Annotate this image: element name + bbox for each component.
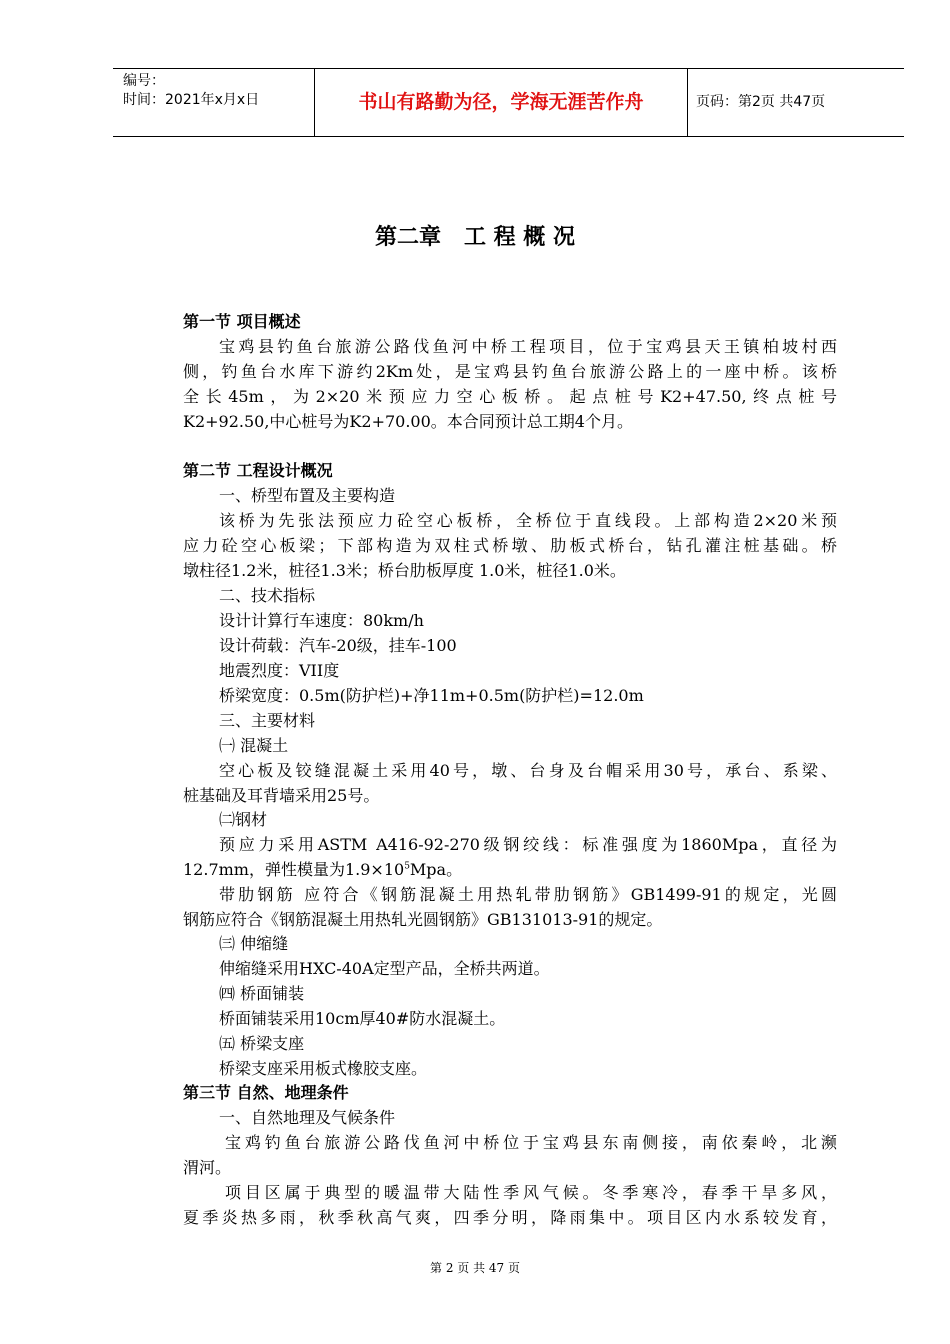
subheading: 二、技术指标: [219, 586, 316, 605]
paragraph-line: 应力砼空心板梁；下部构造为双柱式桥墩、肋板式桥台，钻孔灌注桩基础。桥: [183, 536, 837, 555]
subheading: 一、桥型布置及主要构造: [219, 486, 396, 505]
section-2-heading: 第二节 工程设计概况: [183, 461, 333, 480]
paragraph-line: 空心板及铰缝混凝土采用40号，墩、台身及台帽采用30号，承台、系梁、: [219, 761, 837, 780]
paragraph-line: 带肋钢筋 应符合《钢筋混凝土用热轧带肋钢筋》GB1499-91的规定，光圆: [219, 885, 837, 904]
subheading: 三、主要材料: [219, 711, 316, 730]
material-title: ㈡钢材: [219, 810, 268, 829]
spec-line: 桥梁宽度：0.5m(防护栏)+净11m+0.5m(防护栏)=12.0m: [219, 686, 644, 705]
paragraph-line: 渭河。: [183, 1158, 232, 1177]
paragraph-line: 项目区属于典型的暖温带大陆性季风气候。冬季寒冷，春季干旱多风，: [225, 1183, 837, 1202]
paragraph-line: 宝鸡县钓鱼台旅游公路伐鱼河中桥工程项目，位于宝鸡县天王镇柏坡村西: [219, 337, 837, 356]
paragraph-line: [183, 860, 462, 880]
spec-line: 地震烈度：VII度: [219, 661, 340, 680]
paragraph-line: K2+92.50,中心桩号为K2+70.00。本合同预计总工期4个月。: [183, 412, 633, 431]
spec-line: 设计荷载：汽车-20级，挂车-100: [219, 636, 457, 655]
subheading: 一、自然地理及气候条件: [219, 1108, 396, 1127]
paragraph-line: 该桥为先张法预应力砼空心板桥，全桥位于直线段。上部构造2×20米预: [219, 511, 837, 530]
spec-line: 设计计算行车速度：80km/h: [219, 611, 424, 630]
material-title: ㈢ 伸缩缝: [219, 934, 289, 953]
page-header: [113, 68, 904, 137]
material-title: ㈤ 桥梁支座: [219, 1034, 305, 1053]
exponent: 5: [404, 861, 410, 872]
page-footer: 第 2 页 共 47 页: [430, 1261, 520, 1275]
header-info-cell: [113, 69, 315, 136]
paragraph-line: 桥面铺装采用10cm厚40#防水混凝土。: [219, 1009, 506, 1028]
material-title: ㈣ 桥面铺装: [219, 984, 305, 1003]
paragraph-line: 预应力采用ASTM A416-92-270级钢绞线：标准强度为1860Mpa，直径为: [219, 835, 837, 854]
paragraph-line: 侧，钓鱼台水库下游约2Km处，是宝鸡县钓鱼台旅游公路上的一座中桥。该桥: [183, 362, 837, 381]
chapter-title: 第二章 工 程 概 况: [375, 225, 575, 250]
time-label: 时间：2021年x月x日: [123, 92, 260, 108]
section-1-heading: 第一节 项目概述: [183, 312, 301, 331]
paragraph-line: 伸缩缝采用HXC-40A定型产品，全桥共两道。: [219, 959, 550, 978]
paragraph-line: 钢筋应符合《钢筋混凝土用热轧光圆钢筋》GB131013-91的规定。: [183, 910, 663, 929]
paragraph-line: 桩基础及耳背墙采用25号。: [183, 786, 380, 805]
material-title: ㈠ 混凝土: [219, 736, 289, 755]
paragraph-line: 宝鸡钓鱼台旅游公路伐鱼河中桥位于宝鸡县东南侧接，南依秦岭，北濒: [225, 1133, 837, 1152]
paragraph-line: 全长45m，为2×20米预应力空心板桥。起点桩号K2+47.50,终点桩号: [183, 387, 837, 406]
header-motto: 书山有路勤为径，学海无涯苦作舟: [315, 69, 688, 136]
modulus-unit: Mpa。: [409, 860, 463, 879]
header-page-label: 页码：第2页 共47页: [696, 94, 826, 110]
section-3-heading: 第三节 自然、地理条件: [183, 1083, 349, 1102]
modulus-text: 12.7mm，弹性模量为1.9×10: [183, 860, 405, 879]
serial-label: 编号：: [123, 73, 165, 89]
paragraph-line: 桥梁支座采用板式橡胶支座。: [219, 1059, 428, 1078]
paragraph-line: 墩柱径1.2米，桩径1.3米；桥台肋板厚度 1.0米，桩径1.0米。: [183, 561, 626, 580]
paragraph-line: 夏季炎热多雨，秋季秋高气爽，四季分明，降雨集中。项目区内水系较发育，: [183, 1208, 837, 1227]
